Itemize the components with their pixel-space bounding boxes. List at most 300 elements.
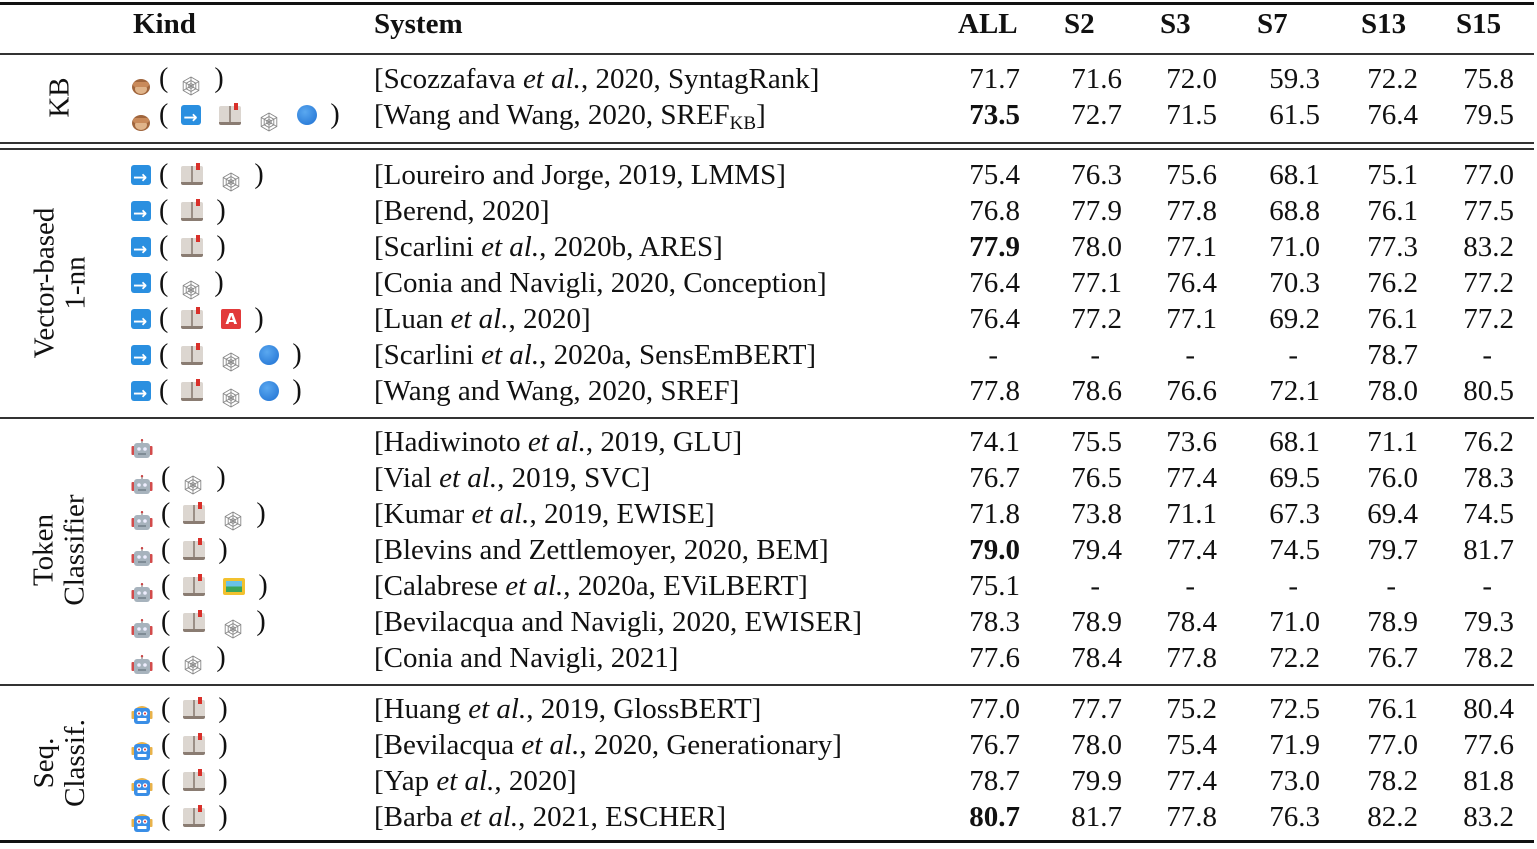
score-s15: 77.5: [1463, 195, 1514, 227]
robot-icon: [131, 612, 153, 632]
double-rule: [0, 142, 1534, 144]
score-s13: 75.1: [1367, 159, 1418, 191]
kind-cell: [131, 229, 226, 265]
score-s2: 78.6: [1071, 375, 1122, 407]
score-all: 76.7: [969, 729, 1020, 761]
system-citation: [374, 799, 726, 835]
score-s3: 71.1: [1166, 498, 1217, 530]
system-citation: [374, 532, 829, 568]
score-s15: 76.2: [1463, 426, 1514, 458]
citation-text: [Vial: [374, 462, 440, 494]
book-icon: [181, 382, 203, 401]
score-s15: 80.4: [1463, 693, 1514, 725]
paren-open: (: [159, 339, 169, 370]
score-s7: 68.1: [1269, 426, 1320, 458]
score-s7: 72.5: [1269, 693, 1320, 725]
monkey-icon: [131, 105, 151, 125]
paren-close: ): [256, 606, 266, 637]
group-rule: [0, 417, 1534, 419]
citation-text-end: , 2020, SyntagRank]: [580, 63, 820, 95]
system-citation: [374, 568, 808, 604]
robot-icon: [131, 504, 153, 524]
score-s13: 76.4: [1367, 99, 1418, 131]
score-s3: 75.2: [1166, 693, 1217, 725]
citation-etal: et al.: [471, 498, 530, 530]
score-s3: 72.0: [1166, 63, 1217, 95]
citation-text: [Scarlini: [374, 339, 482, 371]
paren-open: (: [159, 231, 169, 262]
kind-cell: [131, 301, 264, 337]
table-row: [0, 727, 1537, 763]
score-s13: 76.1: [1367, 303, 1418, 335]
score-s2: 78.0: [1071, 729, 1122, 761]
system-citation: [374, 373, 739, 409]
web-icon: [221, 381, 241, 401]
kind-cell: [131, 337, 302, 373]
system-citation: [374, 691, 761, 727]
citation-etal: et al.: [527, 426, 586, 458]
system-citation: [374, 763, 577, 799]
score-s13: -: [1386, 570, 1396, 602]
score-s7: 76.3: [1269, 801, 1320, 833]
web-icon: [183, 468, 203, 488]
citation-text-end: , 2019, GLU]: [585, 426, 743, 458]
score-s13: 76.1: [1367, 693, 1418, 725]
paren-open: (: [161, 642, 171, 673]
citation-etal: et al.: [522, 63, 581, 95]
score-s7: 70.3: [1269, 267, 1320, 299]
score-s15: 77.2: [1463, 267, 1514, 299]
score-s15: 80.5: [1463, 375, 1514, 407]
system-citation: [374, 460, 650, 496]
score-all: 71.7: [969, 63, 1020, 95]
score-all: 78.7: [969, 765, 1020, 797]
book-icon: [219, 106, 241, 125]
header-system: System: [374, 8, 463, 40]
score-s13: 76.7: [1367, 642, 1418, 674]
web-icon: [221, 345, 241, 365]
table-row: [0, 691, 1537, 727]
score-s15: 77.2: [1463, 303, 1514, 335]
header-s3: S3: [1160, 8, 1191, 40]
robot-icon: [131, 468, 153, 488]
table-row: [0, 265, 1537, 301]
score-s13: 78.7: [1367, 339, 1418, 371]
score-s13: 78.9: [1367, 606, 1418, 638]
robot-icon: [131, 432, 153, 452]
score-s15: 78.3: [1463, 462, 1514, 494]
paren-open: (: [161, 498, 171, 529]
score-s2: 79.9: [1071, 765, 1122, 797]
system-citation: [374, 61, 819, 97]
score-s7: 71.0: [1269, 606, 1320, 638]
paren-close: ): [330, 99, 340, 130]
score-s2: 79.4: [1071, 534, 1122, 566]
score-s3: 77.4: [1166, 462, 1217, 494]
citation-text: [Loureiro and Jorge, 2019, LMMS]: [374, 159, 786, 191]
score-s13: 72.2: [1367, 63, 1418, 95]
arrow-icon: [181, 105, 201, 125]
paren-close: ): [254, 303, 264, 334]
table-row: [0, 61, 1537, 97]
kind-cell: [131, 265, 224, 301]
kind-cell: [131, 193, 226, 229]
score-s15: 78.2: [1463, 642, 1514, 674]
citation-text: [Huang: [374, 693, 469, 725]
score-s7: 68.8: [1269, 195, 1320, 227]
score-s7: 71.0: [1269, 231, 1320, 263]
table-row: [0, 157, 1537, 193]
citation-text: [Conia and Navigli, 2021]: [374, 642, 679, 674]
group-label-line1: Token: [28, 513, 60, 587]
paren-close: ): [292, 375, 302, 406]
citation-text: [Calabrese: [374, 570, 506, 602]
score-s15: 83.2: [1463, 231, 1514, 263]
kind-cell: [131, 799, 228, 835]
score-s2: 72.7: [1071, 99, 1122, 131]
group-label-line2: 1-nn: [59, 256, 92, 310]
table-row: [0, 424, 1537, 460]
system-citation: [374, 157, 786, 193]
system-citation: [374, 229, 723, 265]
paren-close: ): [216, 195, 226, 226]
header-s2: S2: [1064, 8, 1095, 40]
system-citation: [374, 424, 742, 460]
kind-cell: [131, 640, 226, 676]
score-all: 76.4: [969, 267, 1020, 299]
top-rule: [0, 2, 1534, 5]
paren-open: (: [161, 729, 171, 760]
score-s3: 76.4: [1166, 267, 1217, 299]
citation-etal: et al.: [450, 303, 509, 335]
score-all: 77.6: [969, 642, 1020, 674]
score-s15: 83.2: [1463, 801, 1514, 833]
citation-text-end: , 2019, SVC]: [497, 462, 651, 494]
table-row: [0, 97, 1537, 133]
score-all: 74.1: [969, 426, 1020, 458]
score-s13: 76.1: [1367, 195, 1418, 227]
book-icon: [183, 541, 205, 560]
robot-icon: [131, 540, 153, 560]
paren-close: ): [216, 231, 226, 262]
arrow-icon: [131, 201, 151, 221]
citation-text-end: , 2020b, ARES]: [539, 231, 723, 263]
system-citation: [374, 265, 827, 301]
paren-close: ): [218, 765, 228, 796]
citation-text-end: , 2020a, EViLBERT]: [563, 570, 808, 602]
citation-etal: et al.: [436, 765, 495, 797]
score-s3: 77.8: [1166, 195, 1217, 227]
robot-icon: [131, 576, 153, 596]
web-icon: [221, 165, 241, 185]
arrow-icon: [131, 237, 151, 257]
score-s7: 74.5: [1269, 534, 1320, 566]
kind-cell: [131, 604, 266, 640]
score-s7: 72.1: [1269, 375, 1320, 407]
score-s2: 78.4: [1071, 642, 1122, 674]
score-all: 76.7: [969, 462, 1020, 494]
table-row: [0, 301, 1537, 337]
paren-open: (: [161, 765, 171, 796]
score-s3: -: [1185, 570, 1195, 602]
citation-text: [Conia and Navigli, 2020, Conception]: [374, 267, 827, 299]
score-s7: 72.2: [1269, 642, 1320, 674]
seq-robot-icon: [131, 698, 153, 720]
score-all: 76.4: [969, 303, 1020, 335]
paren-close: ): [254, 159, 264, 190]
score-s15: 79.5: [1463, 99, 1514, 131]
citation-text: [Kumar: [374, 498, 472, 530]
web-icon: [223, 504, 243, 524]
score-s3: 71.5: [1166, 99, 1217, 131]
score-s3: 77.1: [1166, 231, 1217, 263]
citation-text-end: , 2020]: [508, 303, 591, 335]
score-s13: 78.2: [1367, 765, 1418, 797]
paren-open: (: [161, 693, 171, 724]
system-citation: [374, 727, 842, 763]
book-icon: [183, 505, 205, 524]
score-s7: 61.5: [1269, 99, 1320, 131]
paren-close: ): [214, 267, 224, 298]
score-s2: 76.3: [1071, 159, 1122, 191]
score-all: 71.8: [969, 498, 1020, 530]
citation-text-end: , 2020, Generationary]: [579, 729, 842, 761]
paren-close: ): [218, 729, 228, 760]
group-label-line1: Vector-based: [28, 207, 61, 359]
monkey-icon: [131, 69, 151, 89]
kind-cell: [131, 61, 224, 97]
citation-etal: et al.: [505, 570, 564, 602]
score-s3: 77.8: [1166, 801, 1217, 833]
paren-close: ): [218, 693, 228, 724]
score-s7: 69.5: [1269, 462, 1320, 494]
score-s3: 77.1: [1166, 303, 1217, 335]
score-s15: 74.5: [1463, 498, 1514, 530]
globe-icon: [259, 381, 279, 401]
score-s2: 77.7: [1071, 693, 1122, 725]
bottom-rule: [0, 840, 1534, 843]
score-s2: 78.0: [1071, 231, 1122, 263]
score-all: 77.0: [969, 693, 1020, 725]
score-s15: 81.7: [1463, 534, 1514, 566]
score-all: 77.8: [969, 375, 1020, 407]
header-s7: S7: [1257, 8, 1288, 40]
score-all: 76.8: [969, 195, 1020, 227]
kind-cell: [131, 373, 302, 409]
score-s7: 69.2: [1269, 303, 1320, 335]
score-s3: 76.6: [1166, 375, 1217, 407]
score-s2: 77.1: [1071, 267, 1122, 299]
header-s15: S15: [1456, 8, 1502, 40]
score-all: -: [988, 339, 998, 371]
arrow-icon: [131, 273, 151, 293]
citation-text-end: , 2019, EWISE]: [529, 498, 715, 530]
citation-subscript: KB: [729, 113, 757, 134]
score-s13: 79.7: [1367, 534, 1418, 566]
book-icon: [181, 202, 203, 221]
book-icon: [181, 346, 203, 365]
double-rule: [0, 148, 1534, 150]
score-s15: 81.8: [1463, 765, 1514, 797]
header-rule: [0, 53, 1534, 55]
score-s7: -: [1288, 339, 1298, 371]
kind-cell: [131, 460, 226, 496]
globe-icon: [259, 345, 279, 365]
score-s7: 67.3: [1269, 498, 1320, 530]
score-s2: 77.9: [1071, 195, 1122, 227]
citation-text: [Wang and Wang, 2020, SREF: [374, 99, 730, 131]
kind-cell: [131, 424, 153, 460]
citation-text: [Scozzafava: [374, 63, 523, 95]
citation-etal: et al.: [439, 462, 498, 494]
web-icon: [183, 648, 203, 668]
kind-cell: [131, 157, 264, 193]
book-icon: [183, 736, 205, 755]
paren-close: ): [216, 642, 226, 673]
table-row: [0, 763, 1537, 799]
group-label-line2: Classifier: [59, 494, 91, 606]
score-s3: 75.6: [1166, 159, 1217, 191]
citation-text-end: , 2020]: [494, 765, 577, 797]
arrow-icon: [131, 381, 151, 401]
score-s13: 77.3: [1367, 231, 1418, 263]
system-citation: [374, 604, 862, 640]
system-citation: [374, 640, 678, 676]
paren-open: (: [159, 99, 169, 130]
system-citation: [374, 496, 715, 532]
score-s3: 77.8: [1166, 642, 1217, 674]
citation-etal: et al.: [460, 801, 519, 833]
citation-text-end: , 2020a, SensEmBERT]: [539, 339, 817, 371]
citation-text-end: , 2019, GlossBERT]: [526, 693, 762, 725]
score-s15: 77.6: [1463, 729, 1514, 761]
paren-close: ): [292, 339, 302, 370]
book-icon: [183, 700, 205, 719]
citation-text: [Hadiwinoto: [374, 426, 528, 458]
score-s3: 77.4: [1166, 534, 1217, 566]
score-s2: 77.2: [1071, 303, 1122, 335]
score-s7: 68.1: [1269, 159, 1320, 191]
web-icon: [181, 69, 201, 89]
paren-close: ): [256, 498, 266, 529]
letter-a-icon: A: [221, 309, 241, 329]
header-s13: S13: [1361, 8, 1407, 40]
paren-close: ): [218, 534, 228, 565]
book-icon: [183, 772, 205, 791]
citation-text: [Berend, 2020]: [374, 195, 550, 227]
paren-close: ): [258, 570, 268, 601]
book-icon: [183, 577, 205, 596]
citation-text: [Bevilacqua and Navigli, 2020, EWISER]: [374, 606, 863, 638]
robot-icon: [131, 648, 153, 668]
book-icon: [181, 310, 203, 329]
score-s15: 79.3: [1463, 606, 1514, 638]
table-row: [0, 799, 1537, 835]
system-citation: [374, 337, 816, 373]
header-all: ALL: [958, 8, 1018, 40]
book-icon: [181, 166, 203, 185]
paren-open: (: [159, 267, 169, 298]
citation-etal: et al.: [468, 693, 527, 725]
score-s2: -: [1090, 339, 1100, 371]
score-s2: 81.7: [1071, 801, 1122, 833]
paren-open: (: [159, 159, 169, 190]
group-label-line1: KB: [43, 76, 76, 118]
book-icon: [183, 808, 205, 827]
score-s13: 76.2: [1367, 267, 1418, 299]
paren-open: (: [161, 801, 171, 832]
score-s15: -: [1482, 570, 1492, 602]
score-s2: 73.8: [1071, 498, 1122, 530]
kind-cell: [131, 532, 228, 568]
score-s13: 82.2: [1367, 801, 1418, 833]
arrow-icon: [131, 165, 151, 185]
citation-text: [Bevilacqua: [374, 729, 522, 761]
score-s15: 75.8: [1463, 63, 1514, 95]
score-s2: 78.9: [1071, 606, 1122, 638]
citation-etal: et al.: [481, 231, 540, 263]
score-all: 79.0: [969, 534, 1020, 566]
web-icon: [223, 612, 243, 632]
group-label-line2: Classif.: [59, 719, 91, 807]
citation-text: [Luan: [374, 303, 451, 335]
kind-cell: [131, 691, 228, 727]
citation-text-end: , 2021, ESCHER]: [518, 801, 726, 833]
citation-etal: et al.: [521, 729, 580, 761]
score-all: 77.9: [969, 231, 1020, 263]
seq-robot-icon: [131, 734, 153, 756]
kind-cell: [131, 568, 268, 604]
system-citation: [374, 193, 550, 229]
system-citation: [374, 97, 766, 133]
paren-close: ): [216, 462, 226, 493]
table-row: [0, 568, 1537, 604]
score-s13: 76.0: [1367, 462, 1418, 494]
arrow-icon: [131, 309, 151, 329]
table-row: [0, 193, 1537, 229]
table-row: [0, 604, 1537, 640]
system-citation: [374, 301, 591, 337]
group-rule: [0, 684, 1534, 686]
paren-open: (: [159, 63, 169, 94]
score-s13: 69.4: [1367, 498, 1418, 530]
score-s2: 76.5: [1071, 462, 1122, 494]
paren-open: (: [159, 375, 169, 406]
score-s3: 75.4: [1166, 729, 1217, 761]
paren-open: (: [159, 195, 169, 226]
paren-close: ): [218, 801, 228, 832]
score-s13: 71.1: [1367, 426, 1418, 458]
globe-icon: [297, 105, 317, 125]
table-row: [0, 373, 1537, 409]
citation-text: [Yap: [374, 765, 437, 797]
score-all: 78.3: [969, 606, 1020, 638]
paren-open: (: [159, 303, 169, 334]
paren-open: (: [161, 570, 171, 601]
picture-icon: [223, 578, 245, 595]
score-s7: 59.3: [1269, 63, 1320, 95]
citation-text: [Barba: [374, 801, 461, 833]
kind-cell: [131, 763, 228, 799]
score-s2: -: [1090, 570, 1100, 602]
web-icon: [181, 273, 201, 293]
score-all: 75.4: [969, 159, 1020, 191]
score-s15: -: [1482, 339, 1492, 371]
paren-open: (: [161, 606, 171, 637]
seq-robot-icon: [131, 770, 153, 792]
group-label-line1: Seq.: [28, 737, 60, 789]
citation-text-end: ]: [756, 99, 766, 131]
